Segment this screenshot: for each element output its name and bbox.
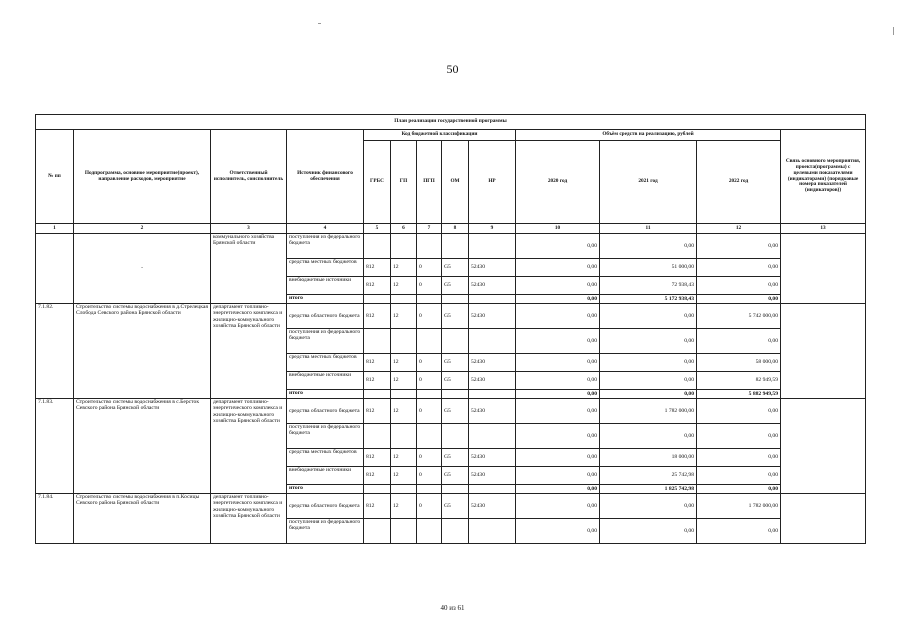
code-pgp bbox=[417, 485, 442, 494]
value-2022: 0,00 bbox=[697, 234, 781, 259]
source-label: поступления из федерального бюджета bbox=[287, 234, 364, 259]
header-num: № пп bbox=[36, 130, 74, 224]
row-name: Строительство системы водоснабжения в д.Стрелецкая Слобода Севского района Брянской области bbox=[74, 304, 211, 399]
code-gp: 12 bbox=[391, 467, 417, 485]
code-grbs: 812 bbox=[364, 399, 391, 424]
code-pgp: 0 bbox=[417, 494, 442, 519]
value-2021: 0,00 bbox=[600, 494, 697, 519]
header-om: ОМ bbox=[442, 141, 469, 224]
value-2020: 0,00 bbox=[516, 494, 600, 519]
total-2020: 0,00 bbox=[516, 295, 600, 304]
code-om bbox=[442, 390, 469, 399]
code-om: G5 bbox=[442, 399, 469, 424]
code-grbs bbox=[364, 424, 391, 449]
indicator-link bbox=[781, 494, 866, 544]
col-index: 11 bbox=[600, 224, 697, 234]
code-nr: 52430 bbox=[469, 372, 516, 390]
code-grbs bbox=[364, 390, 391, 399]
value-2020: 0,00 bbox=[516, 467, 600, 485]
row-num: 7.1.83. bbox=[36, 399, 74, 494]
value-2021: 0,00 bbox=[600, 354, 697, 372]
col-index: 2 bbox=[74, 224, 211, 234]
header-2022: 2022 год bbox=[697, 141, 781, 224]
code-pgp: 0 bbox=[417, 372, 442, 390]
indicator-link bbox=[781, 399, 866, 494]
value-2022: 0,00 bbox=[697, 329, 781, 354]
code-nr bbox=[469, 424, 516, 449]
value-2020: 0,00 bbox=[516, 259, 600, 277]
col-index: 6 bbox=[391, 224, 417, 234]
value-2020: 0,00 bbox=[516, 372, 600, 390]
header-nr: НР bbox=[469, 141, 516, 224]
total-2020: 0,00 bbox=[516, 390, 600, 399]
value-2020: 0,00 bbox=[516, 519, 600, 544]
code-gp bbox=[391, 234, 417, 259]
source-label: средства местных бюджетов bbox=[287, 449, 364, 467]
code-gp: 12 bbox=[391, 259, 417, 277]
source-label: внебюджетные источники bbox=[287, 372, 364, 390]
value-2020: 0,00 bbox=[516, 449, 600, 467]
code-gp: 12 bbox=[391, 494, 417, 519]
total-2022: 0,00 bbox=[697, 485, 781, 494]
value-2020: 0,00 bbox=[516, 399, 600, 424]
code-om: G5 bbox=[442, 494, 469, 519]
code-gp bbox=[391, 519, 417, 544]
code-gp bbox=[391, 424, 417, 449]
code-grbs bbox=[364, 485, 391, 494]
code-nr: 52430 bbox=[469, 449, 516, 467]
total-2020: 0,00 bbox=[516, 485, 600, 494]
code-nr: 52430 bbox=[469, 467, 516, 485]
code-om bbox=[442, 485, 469, 494]
code-pgp bbox=[417, 424, 442, 449]
code-om bbox=[442, 234, 469, 259]
col-index: 5 bbox=[364, 224, 391, 234]
value-2022: 0,00 bbox=[697, 277, 781, 295]
col-index: 4 bbox=[287, 224, 364, 234]
header-budget-codes: Код бюджетной классификации bbox=[364, 130, 516, 141]
value-2021: 0,00 bbox=[600, 424, 697, 449]
code-pgp: 0 bbox=[417, 304, 442, 329]
code-om: G5 bbox=[442, 277, 469, 295]
source-label: средства местных бюджетов bbox=[287, 259, 364, 277]
code-om: G5 bbox=[442, 372, 469, 390]
total-2021: 1 825 742,98 bbox=[600, 485, 697, 494]
source-label: средства местных бюджетов bbox=[287, 354, 364, 372]
header-responsible: Ответственный исполнитель, соисполнитель bbox=[211, 130, 287, 224]
value-2022: 58 000,00 bbox=[697, 354, 781, 372]
row-name: Строительство системы водоснабжения в с.Берсток Севского района Брянской области bbox=[74, 399, 211, 494]
header-grbs: ГРБС bbox=[364, 141, 391, 224]
code-om: G5 bbox=[442, 467, 469, 485]
code-om bbox=[442, 329, 469, 354]
source-label-total: итого bbox=[287, 295, 364, 304]
row-num bbox=[36, 234, 74, 304]
header-2021: 2021 год bbox=[600, 141, 697, 224]
indicator-link bbox=[781, 234, 866, 304]
header-gp: ГП bbox=[391, 141, 417, 224]
code-pgp: 0 bbox=[417, 277, 442, 295]
total-2022: 0,00 bbox=[697, 295, 781, 304]
code-om: G5 bbox=[442, 449, 469, 467]
code-grbs: 812 bbox=[364, 354, 391, 372]
code-gp: 12 bbox=[391, 399, 417, 424]
header-2020: 2020 год bbox=[516, 141, 600, 224]
code-om bbox=[442, 424, 469, 449]
code-om: G5 bbox=[442, 354, 469, 372]
code-om: G5 bbox=[442, 304, 469, 329]
scan-mark bbox=[318, 23, 321, 24]
code-grbs: 812 bbox=[364, 277, 391, 295]
code-nr bbox=[469, 329, 516, 354]
code-gp bbox=[391, 390, 417, 399]
code-om bbox=[442, 295, 469, 304]
col-index: 10 bbox=[516, 224, 600, 234]
value-2020: 0,00 bbox=[516, 277, 600, 295]
code-nr: 52430 bbox=[469, 259, 516, 277]
value-2020: 0,00 bbox=[516, 304, 600, 329]
code-pgp: 0 bbox=[417, 259, 442, 277]
code-pgp: 0 bbox=[417, 354, 442, 372]
source-label: средства областного бюджета bbox=[287, 304, 364, 329]
code-grbs bbox=[364, 234, 391, 259]
col-index: 7 bbox=[417, 224, 442, 234]
value-2021: 0,00 bbox=[600, 329, 697, 354]
code-pgp: 0 bbox=[417, 399, 442, 424]
page-footer: 40 из 61 bbox=[440, 604, 465, 612]
value-2020: 0,00 bbox=[516, 424, 600, 449]
code-grbs: 812 bbox=[364, 259, 391, 277]
code-grbs bbox=[364, 295, 391, 304]
value-2022: 1 782 000,00 bbox=[697, 494, 781, 519]
value-2021: 72 938,43 bbox=[600, 277, 697, 295]
code-pgp: 0 bbox=[417, 467, 442, 485]
code-nr: 52430 bbox=[469, 354, 516, 372]
value-2022: 0,00 bbox=[697, 399, 781, 424]
code-gp: 12 bbox=[391, 277, 417, 295]
code-nr bbox=[469, 295, 516, 304]
row-name: Строительство системы водоснабжения в п.Косицы Севского района Брянской области bbox=[74, 494, 211, 544]
value-2021: 0,00 bbox=[600, 304, 697, 329]
header-name: Подпрограмма, основное мероприятие(проект), направление расходов, мероприятие bbox=[74, 130, 211, 224]
source-label: поступления из федерального бюджета bbox=[287, 329, 364, 354]
row-responsible: департамент топливно-энергетического комплекса и жилищно-коммунального хозяйства Брянской области bbox=[211, 304, 287, 399]
code-grbs: 812 bbox=[364, 494, 391, 519]
col-index: 13 bbox=[781, 224, 866, 234]
code-gp bbox=[391, 329, 417, 354]
row-num: 7.1.84. bbox=[36, 494, 74, 544]
total-2021: 5 172 938,43 bbox=[600, 295, 697, 304]
code-pgp bbox=[417, 295, 442, 304]
code-gp bbox=[391, 485, 417, 494]
value-2021: 0,00 bbox=[600, 519, 697, 544]
row-responsible: департамент топливно-энергетического комплекса и жилищно-коммунального хозяйства Брянской области bbox=[211, 494, 287, 544]
code-gp bbox=[391, 295, 417, 304]
code-gp: 12 bbox=[391, 449, 417, 467]
code-nr: 52430 bbox=[469, 277, 516, 295]
code-grbs: 812 bbox=[364, 467, 391, 485]
code-pgp: 0 bbox=[417, 449, 442, 467]
value-2022: 0,00 bbox=[697, 449, 781, 467]
total-2022: 5 882 949,59 bbox=[697, 390, 781, 399]
header-source: Источник финансового обеспечения bbox=[287, 130, 364, 224]
code-grbs: 812 bbox=[364, 449, 391, 467]
total-2021: 0,00 bbox=[600, 390, 697, 399]
code-grbs: 812 bbox=[364, 304, 391, 329]
col-index: 1 bbox=[36, 224, 74, 234]
source-label-total: итого bbox=[287, 390, 364, 399]
source-label: поступления из федерального бюджета bbox=[287, 519, 364, 544]
code-gp: 12 bbox=[391, 372, 417, 390]
value-2020: 0,00 bbox=[516, 234, 600, 259]
value-2021: 51 000,00 bbox=[600, 259, 697, 277]
code-nr: 52430 bbox=[469, 304, 516, 329]
header-pgp: ПГП bbox=[417, 141, 442, 224]
value-2022: 82 949,59 bbox=[697, 372, 781, 390]
value-2021: 0,00 bbox=[600, 234, 697, 259]
value-2020: 0,00 bbox=[516, 354, 600, 372]
code-nr: 52430 bbox=[469, 399, 516, 424]
code-grbs bbox=[364, 329, 391, 354]
code-pgp bbox=[417, 519, 442, 544]
value-2022: 5 742 000,00 bbox=[697, 304, 781, 329]
col-index: 8 bbox=[442, 224, 469, 234]
row-responsible: департамент топливно-энергетического комплекса и жилищно-коммунального хозяйства Брянской области bbox=[211, 399, 287, 494]
value-2022: 0,00 bbox=[697, 519, 781, 544]
source-label: средства областного бюджета bbox=[287, 494, 364, 519]
col-index: 3 bbox=[211, 224, 287, 234]
value-2021: 0,00 bbox=[600, 372, 697, 390]
header-link: Связь основного мероприятия, проекта(программы) с целевыми показателями (индикаторами) (порядковые номера показателей (индикаторов)) bbox=[781, 130, 866, 224]
source-label: внебюджетные источники bbox=[287, 277, 364, 295]
value-2022: 0,00 bbox=[697, 424, 781, 449]
code-grbs: 812 bbox=[364, 372, 391, 390]
code-nr bbox=[469, 234, 516, 259]
header-volume: Объём средств на реализацию, рублей bbox=[516, 130, 781, 141]
col-index: 9 bbox=[469, 224, 516, 234]
code-pgp bbox=[417, 329, 442, 354]
code-grbs bbox=[364, 519, 391, 544]
value-2021: 25 742,98 bbox=[600, 467, 697, 485]
code-gp: 12 bbox=[391, 304, 417, 329]
value-2021: 18 000,00 bbox=[600, 449, 697, 467]
code-om bbox=[442, 519, 469, 544]
code-gp: 12 bbox=[391, 354, 417, 372]
code-nr: 52430 bbox=[469, 494, 516, 519]
row-responsible: коммунального хозяйства Брянской области bbox=[211, 234, 287, 304]
program-plan-table bbox=[35, 114, 866, 544]
indicator-link bbox=[781, 304, 866, 399]
value-2022: 0,00 bbox=[697, 467, 781, 485]
code-nr bbox=[469, 519, 516, 544]
row-name: - bbox=[74, 234, 211, 304]
code-nr bbox=[469, 485, 516, 494]
value-2022: 0,00 bbox=[697, 259, 781, 277]
code-pgp bbox=[417, 390, 442, 399]
code-om: G5 bbox=[442, 259, 469, 277]
code-nr bbox=[469, 390, 516, 399]
code-pgp bbox=[417, 234, 442, 259]
table-title: План реализации государственной программы bbox=[36, 115, 866, 130]
source-label: внебюджетные источники bbox=[287, 467, 364, 485]
scan-mark bbox=[893, 27, 894, 35]
source-label: поступления из федерального бюджета bbox=[287, 424, 364, 449]
col-index: 12 bbox=[697, 224, 781, 234]
source-label: средства областного бюджета bbox=[287, 399, 364, 424]
value-2021: 1 782 000,00 bbox=[600, 399, 697, 424]
source-label-total: итого bbox=[287, 485, 364, 494]
row-num: 7.1.82. bbox=[36, 304, 74, 399]
page-number: 50 bbox=[446, 62, 459, 76]
value-2020: 0,00 bbox=[516, 329, 600, 354]
